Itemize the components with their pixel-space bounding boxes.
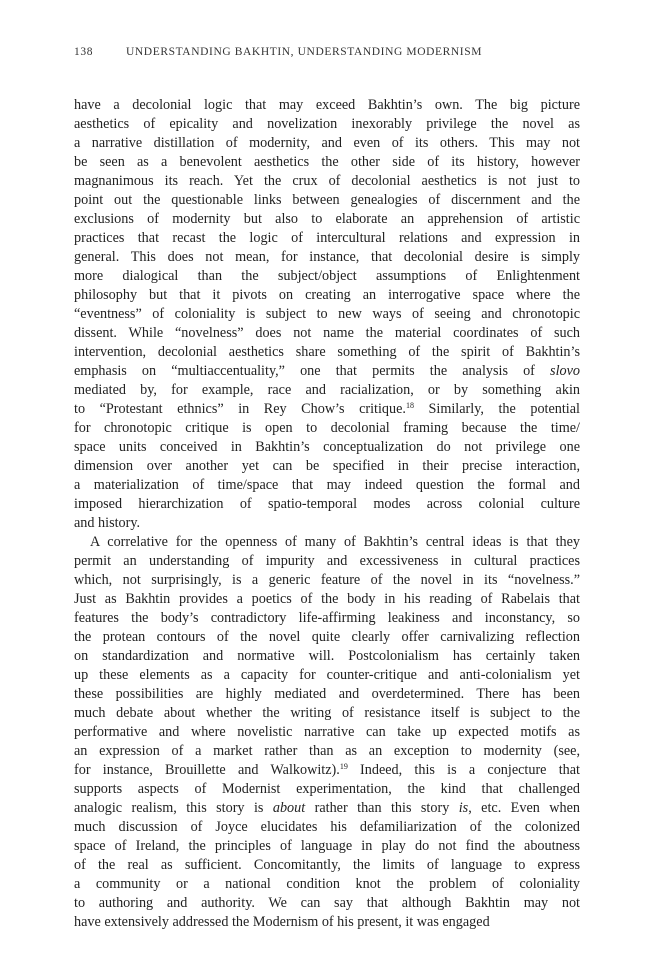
text-run: permit an understanding of impurity and excessiveness in cultural practices bbox=[74, 553, 580, 569]
text-line bbox=[74, 894, 580, 913]
italic-text: is bbox=[458, 800, 469, 816]
text-run: practices that recast the logic of intercultural relations and expression in bbox=[74, 230, 580, 246]
text-line bbox=[74, 172, 580, 191]
text-run: have extensively addressed the Modernism of his present, it was engaged bbox=[74, 914, 490, 930]
text-line bbox=[74, 381, 580, 400]
text-line bbox=[74, 210, 580, 229]
text-run: philosophy but that it pivots on creating an interrogative space where the bbox=[74, 287, 580, 303]
text-line bbox=[74, 818, 580, 837]
text-line bbox=[74, 723, 580, 742]
text-run: be seen as a benevolent aesthetics the other side of its history, however bbox=[74, 154, 580, 170]
text-run: for chronotopic critique is open to decolonial framing because the time/ bbox=[74, 420, 580, 436]
text-run: up these elements as a capacity for counter-critique and anti-colonialism yet bbox=[74, 667, 580, 683]
text-line bbox=[74, 286, 580, 305]
text-run: more dialogical than the subject/object assumptions of Enlightenment bbox=[74, 268, 580, 284]
text-line bbox=[74, 343, 580, 362]
text-line bbox=[74, 457, 580, 476]
text-run: , etc. Even when bbox=[468, 800, 580, 816]
text-line bbox=[74, 609, 580, 628]
footnote-ref: 18 bbox=[405, 401, 414, 410]
text-line bbox=[74, 628, 580, 647]
text-run: space units conceived in Bakhtin’s conceptualization do not privilege one bbox=[74, 439, 580, 455]
text-line bbox=[74, 362, 580, 381]
text-run: performative and where novelistic narrative can take up expected motifs as bbox=[74, 724, 580, 740]
text-line bbox=[74, 590, 580, 609]
text-run: exclusions of modernity but also to elaborate an apprehension of artistic bbox=[74, 211, 580, 227]
text-line bbox=[74, 324, 580, 343]
text-run: features the body’s contradictory life-affirming leakiness and inconstancy, so bbox=[74, 610, 580, 626]
text-run: for instance, Brouillette and Walkowitz). bbox=[74, 762, 340, 778]
text-line bbox=[74, 248, 580, 267]
text-run: magnanimous its reach. Yet the crux of decolonial aesthetics is not just to bbox=[74, 173, 580, 189]
text-line bbox=[74, 761, 580, 780]
text-line bbox=[74, 267, 580, 286]
text-line bbox=[74, 875, 580, 894]
text-run: of the real as sufficient. Concomitantly, the limits of language to express bbox=[74, 857, 580, 873]
text-line bbox=[74, 115, 580, 134]
text-run: analogic realism, this story is bbox=[74, 800, 273, 816]
text-run: supports aspects of Modernist experimentation, the kind that challenged bbox=[74, 781, 580, 797]
running-head-title: UNDERSTANDING BAKHTIN, UNDERSTANDING MODERNISM bbox=[126, 46, 483, 58]
paragraph bbox=[74, 96, 580, 533]
text-run: intervention, decolonial aesthetics share something of the spirit of Bakhtin’s bbox=[74, 344, 580, 360]
text-run: the protean contours of the novel quite clearly offer carnivalizing reflection bbox=[74, 629, 580, 645]
text-run: a community or a national condition knot the problem of coloniality bbox=[74, 876, 580, 892]
text-run: and history. bbox=[74, 515, 141, 531]
text-run: to authoring and authority. We can say that although Bakhtin may not bbox=[74, 895, 580, 911]
text-run: Indeed, this is a conjecture that bbox=[347, 762, 580, 778]
text-run: much discussion of Joyce elucidates his defamiliarization of the colonized bbox=[74, 819, 580, 835]
text-run: A correlative for the openness of many of Bakhtin’s central ideas is that they bbox=[90, 534, 580, 550]
text-run: point out the questionable links between genealogies of discernment and the bbox=[74, 192, 580, 208]
text-run: these possibilities are highly mediated and overdetermined. There has been bbox=[74, 686, 580, 702]
text-line bbox=[74, 780, 580, 799]
text-line bbox=[74, 229, 580, 248]
text-run: a materialization of time/space that may indeed question the formal and bbox=[74, 477, 580, 493]
text-run: “eventness” of coloniality is subject to new ways of seeing and chronotopic bbox=[74, 306, 580, 322]
text-run: space of Ireland, the principles of language in play do not find the aboutness bbox=[74, 838, 580, 854]
paragraph bbox=[74, 533, 580, 932]
text-line bbox=[74, 742, 580, 761]
text-line bbox=[74, 704, 580, 723]
text-line bbox=[74, 666, 580, 685]
text-line bbox=[74, 685, 580, 704]
text-line bbox=[74, 438, 580, 457]
text-line bbox=[74, 913, 580, 932]
text-run: have a decolonial logic that may exceed Bakhtin’s own. The big picture bbox=[74, 97, 580, 113]
text-run: a narrative distillation of modernity, and even of its others. This may not bbox=[74, 135, 580, 151]
text-run: Just as Bakhtin provides a poetics of the body in his reading of Rabelais that bbox=[74, 591, 580, 607]
text-run: an expression of a market rather than as an exception to modernity (see, bbox=[74, 743, 580, 759]
text-run: dimension over another yet can be specified in their precise interaction, bbox=[74, 458, 580, 474]
text-run: which, not surprisingly, is a generic feature of the novel in its “novelness.” bbox=[74, 572, 580, 588]
text-line bbox=[74, 837, 580, 856]
text-line bbox=[74, 856, 580, 875]
text-run: aesthetics of epicality and novelization inexorably privilege the novel as bbox=[74, 116, 580, 132]
text-line bbox=[74, 153, 580, 172]
text-run: Similarly, the potential bbox=[413, 401, 580, 417]
running-head bbox=[74, 46, 574, 58]
text-line bbox=[74, 96, 580, 115]
italic-text: slovo bbox=[550, 363, 580, 379]
body-text bbox=[74, 96, 580, 932]
text-line bbox=[74, 495, 580, 514]
italic-text: about bbox=[272, 800, 306, 816]
text-run: mediated by, for example, race and racialization, or by something akin bbox=[74, 382, 580, 398]
text-line bbox=[74, 571, 580, 590]
text-run: to “Protestant ethnics” in Rey Chow’s critique. bbox=[74, 401, 406, 417]
text-run: rather than this story bbox=[305, 800, 459, 816]
text-run: emphasis on “multiaccentuality,” one that permits the analysis of bbox=[74, 363, 551, 379]
text-run: dissent. While “novelness” does not name the material coordinates of such bbox=[74, 325, 580, 341]
text-run: much debate about whether the writing of resistance itself is subject to the bbox=[74, 705, 580, 721]
text-line bbox=[74, 533, 580, 552]
text-line bbox=[74, 419, 580, 438]
text-run: on standardization and normative will. Postcolonialism has certainly taken bbox=[74, 648, 580, 664]
text-line bbox=[74, 400, 580, 419]
text-line bbox=[74, 305, 580, 324]
text-line bbox=[74, 191, 580, 210]
text-line bbox=[74, 476, 580, 495]
text-line bbox=[74, 514, 580, 533]
footnote-ref: 19 bbox=[339, 762, 348, 771]
text-line bbox=[74, 647, 580, 666]
text-run: general. This does not mean, for instance, that decolonial desire is simply bbox=[74, 249, 580, 265]
text-line bbox=[74, 134, 580, 153]
page-number: 138 bbox=[74, 46, 94, 58]
text-line bbox=[74, 552, 580, 571]
text-run: imposed hierarchization of spatio-temporal modes across colonial culture bbox=[74, 496, 580, 512]
text-line bbox=[74, 799, 580, 818]
